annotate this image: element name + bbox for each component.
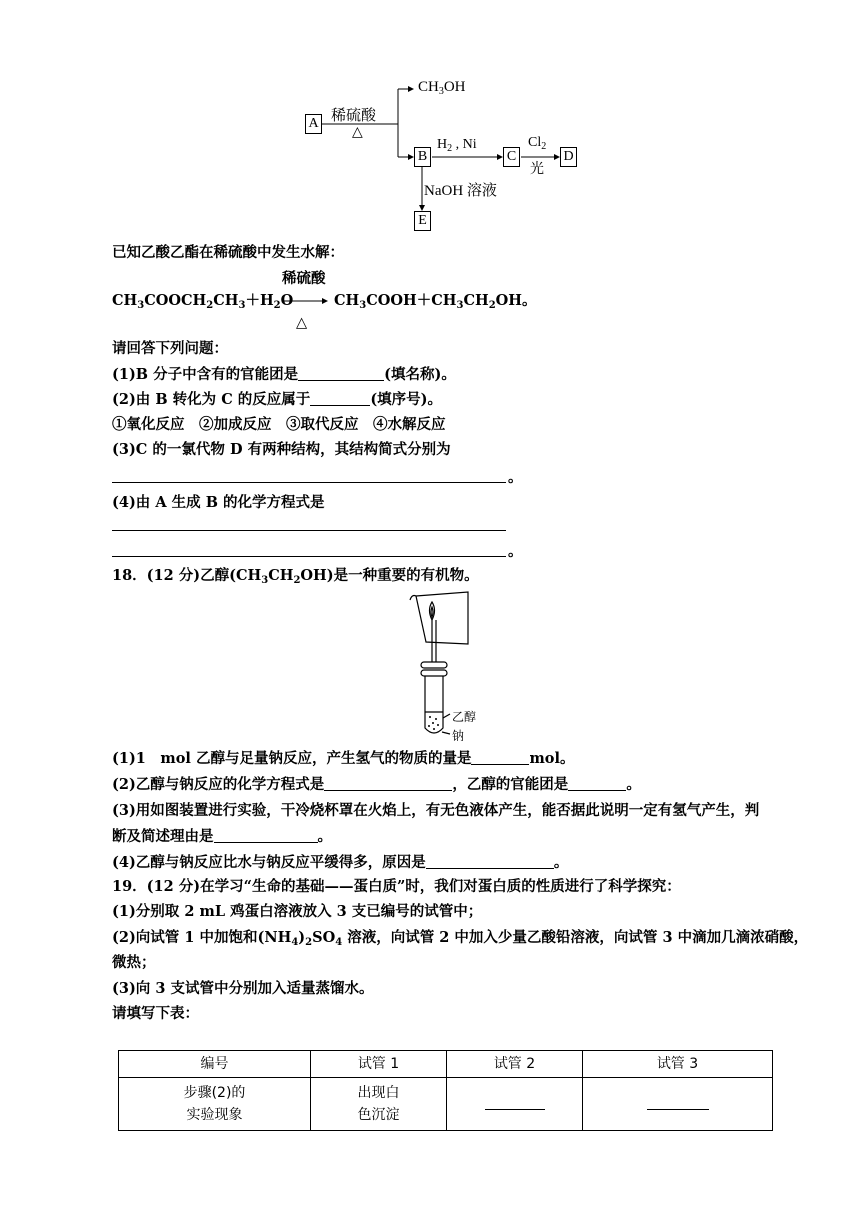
answer-line[interactable] — [112, 556, 506, 557]
answer-blank[interactable] — [485, 1095, 545, 1110]
q18-part1-suffix: mol。 — [529, 750, 575, 767]
compound-b-box: B — [414, 147, 431, 167]
q18-part3-line2 — [112, 827, 332, 847]
q18-part4 — [112, 853, 568, 873]
label-sodium: 钠 — [452, 729, 465, 743]
reagent-h2-ni: $H_2$ , Ni — [437, 137, 477, 154]
q18-title: 18．(12 分)乙醇$(CH_3CH_2OH)$是一种重要的有机物。 — [112, 567, 479, 586]
q17-part2 — [112, 390, 442, 410]
prompt-answer-questions: 请回答下列问题： — [112, 340, 228, 357]
answer-blank[interactable] — [471, 750, 529, 765]
answer-blank[interactable] — [310, 391, 370, 406]
q17-part1 — [112, 365, 456, 385]
q17-options: ①氧化反应 ②加成反应 ③取代反应 ④水解反应 — [112, 416, 446, 433]
tube1-result-cell — [311, 1078, 447, 1131]
reagent-dilute-sulfuric-acid: 稀硫酸 — [331, 108, 377, 124]
tube1-result-line: 色沉淀 — [357, 1107, 400, 1123]
q17-part2-suffix: (填序号)。 — [370, 391, 443, 408]
known-hydrolysis-text: 已知乙酸乙酯在稀硫酸中发生水解： — [112, 244, 344, 261]
q19-step3: (3)向 3 支试管中分别加入适量蒸馏水。 — [112, 980, 374, 997]
q18-part4-suffix: 。 — [553, 854, 569, 871]
q17-part2-text: (2)由 B 转化为 C 的反应属于 — [112, 391, 311, 408]
table-header: 试管 3 — [583, 1051, 773, 1078]
row-label-line: 步骤(2)的 — [183, 1085, 246, 1101]
q17-part3: (3)C 的一氯代物 D 有两种结构，其结构简式分别为 — [112, 441, 451, 458]
q18-part2-mid: ，乙醇的官能团是 — [452, 776, 569, 793]
table-row — [119, 1078, 773, 1131]
compound-d-box: D — [560, 147, 577, 167]
q19-fill-table: 请填写下表： — [112, 1005, 199, 1022]
period: 。 — [508, 469, 523, 486]
q18-part4-text: (4)乙醇与钠反应比水与钠反应平缓得多，原因是 — [112, 854, 426, 871]
q18-part3-text: 断及简述理由是 — [112, 828, 214, 845]
table-header: 试管 2 — [447, 1051, 583, 1078]
answer-blank[interactable] — [568, 776, 626, 791]
table-header: 编号 — [119, 1051, 311, 1078]
compound-e-box: E — [414, 211, 431, 231]
answer-blank[interactable] — [298, 366, 384, 381]
q18-part2 — [112, 775, 641, 795]
q19-step1: (1)分别取 2 mL 鸡蛋白溶液放入 3 支已编号的试管中； — [112, 903, 483, 920]
label-ethanol: 乙醇 — [452, 710, 477, 724]
answer-line[interactable] — [112, 530, 506, 531]
equation-arrow — [282, 296, 328, 306]
q18-part3-line1: (3)用如图装置进行实验，干冷烧杯罩在火焰上，有无色液体产生，能否据此说明一定有氢气产生，判 — [112, 802, 760, 819]
answer-blank[interactable] — [647, 1095, 709, 1110]
q18-part2-text: (2)乙醇与钠反应的化学方程式是 — [112, 776, 325, 793]
reagent-chlorine: $Cl_2$ — [528, 135, 547, 152]
table-header: 试管 1 — [311, 1051, 447, 1078]
tube3-result-cell[interactable] — [583, 1078, 773, 1131]
q18-part1 — [112, 749, 575, 769]
q19-title: 19．(12 分)在学习“生命的基础——蛋白质”时，我们对蛋白质的性质进行了科学探究： — [112, 878, 681, 895]
tube1-result-line: 出现白 — [357, 1085, 400, 1101]
ethanol-sodium-apparatus — [400, 590, 500, 745]
q17-part4: (4)由 A 生成 B 的化学方程式是 — [112, 494, 325, 511]
q18-part1-text: (1)1 mol 乙醇与足量钠反应，产生氢气的物质的量是 — [112, 750, 472, 767]
equation-condition: 稀硫酸 — [282, 270, 326, 287]
tube2-result-cell[interactable] — [447, 1078, 583, 1131]
product-methanol: $CH_3OH$ — [418, 79, 466, 97]
row-label-line: 实验现象 — [186, 1107, 243, 1123]
compound-c-box: C — [503, 147, 520, 167]
q18-part3-suffix: 。 — [317, 828, 332, 845]
answer-blank[interactable] — [324, 776, 452, 791]
equation-heat: △ — [296, 315, 308, 331]
results-table — [118, 1050, 773, 1131]
reagent-naoh-solution: NaOH 溶液 — [424, 183, 497, 199]
answer-blank[interactable] — [426, 854, 554, 869]
equation-left: $CH_3COOCH_2CH_3+H_2O$ — [112, 292, 294, 311]
q19-step2-line1: (2)向试管 1 中加饱和$(NH_4)_2SO_4$ 溶液，向试管 2 中加入少量乙酸铅溶液，向试管 3 中滴加几滴浓硝酸， — [112, 929, 809, 948]
reagent-light: 光 — [530, 162, 544, 177]
table-header-row — [119, 1051, 773, 1078]
answer-line[interactable] — [112, 482, 506, 483]
flow-arrows — [0, 0, 860, 240]
period: 。 — [508, 543, 523, 560]
q19-step2-line2: 微热； — [112, 954, 156, 971]
q18-part2-suffix: 。 — [626, 776, 641, 793]
q17-part1-text: (1)B 分子中含有的官能团是 — [112, 366, 299, 383]
row-label-cell — [119, 1078, 311, 1131]
heat-symbol: △ — [352, 125, 363, 140]
q17-part1-suffix: (填名称)。 — [384, 366, 456, 383]
compound-a-box: A — [305, 114, 322, 134]
answer-blank[interactable] — [214, 828, 318, 843]
equation-right: $CH_3COOH+CH_3CH_2OH$。 — [334, 292, 537, 311]
